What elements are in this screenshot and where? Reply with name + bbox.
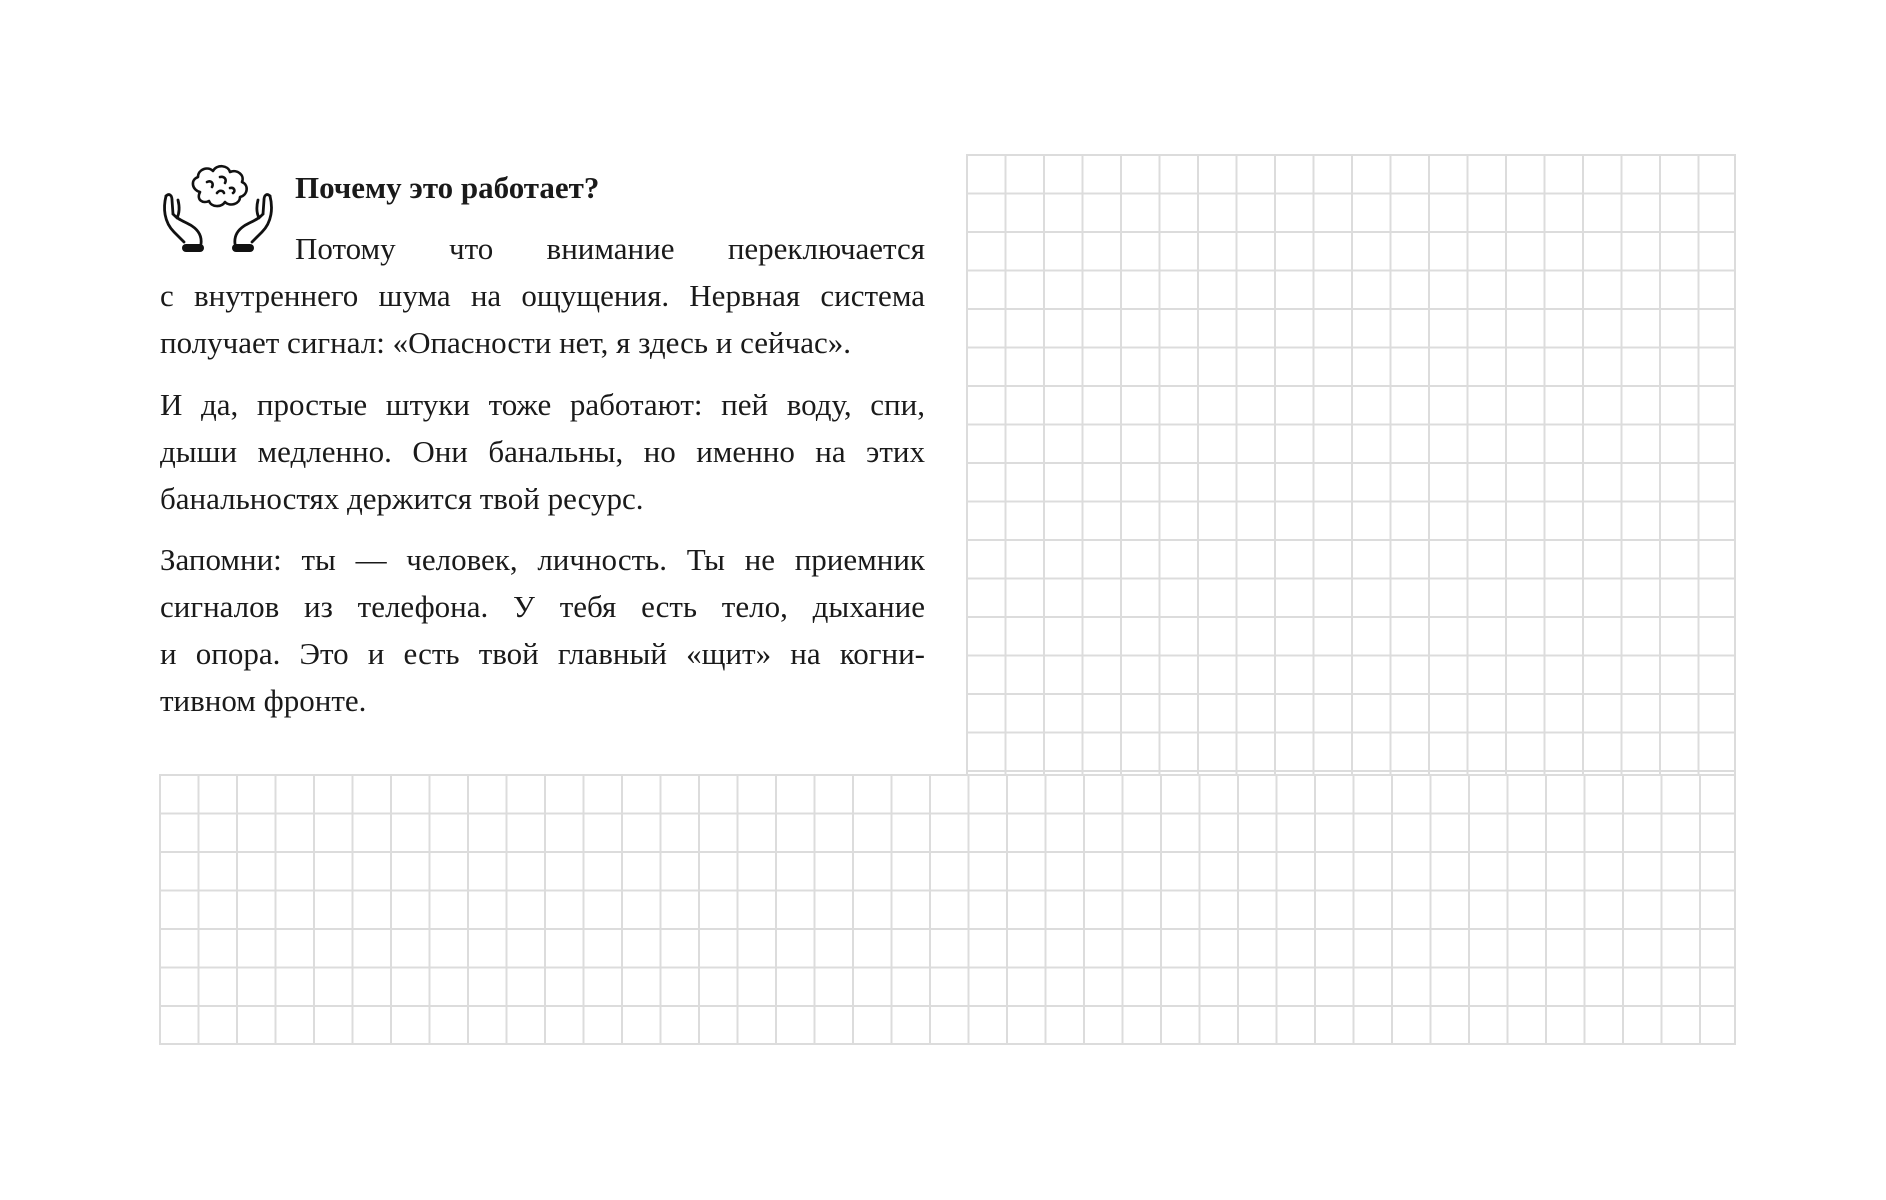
section-heading: Почему это работает? — [295, 170, 600, 205]
paragraph-2 — [160, 381, 925, 522]
paragraph-3-line-3: и опора. Это и есть твой главный «щит» на когни- — [160, 636, 925, 671]
paragraph-3-line-1: Запомни: ты — человек, личность. Ты не приемник — [160, 542, 925, 577]
paragraph-1-line-1: Потому что внимание переключается — [295, 231, 925, 266]
paragraph-2-line-1: И да, простые штуки тоже работают: пей воду, спи, — [160, 387, 925, 422]
paragraph-2-line-3: банальностях держится твой ресурс. — [160, 481, 644, 516]
paragraph-1-line-2: с внутреннего шума на ощущения. Нервная система — [160, 278, 925, 313]
paragraph-2-line-2: дыши медленно. Они банальны, но именно на этих — [160, 434, 925, 469]
paragraph-3-line-2: сигналов из телефона. У тебя есть тело, дыхание — [160, 589, 925, 624]
paragraph-3 — [160, 536, 925, 724]
paragraph-1-line-3: получает сигнал: «Опасности нет, я здесь и сейчас». — [160, 325, 851, 360]
notes-grid-bottom — [159, 774, 1736, 1045]
paragraph-3-line-4: тивном фронте. — [160, 683, 367, 718]
paragraph-1 — [160, 225, 925, 366]
